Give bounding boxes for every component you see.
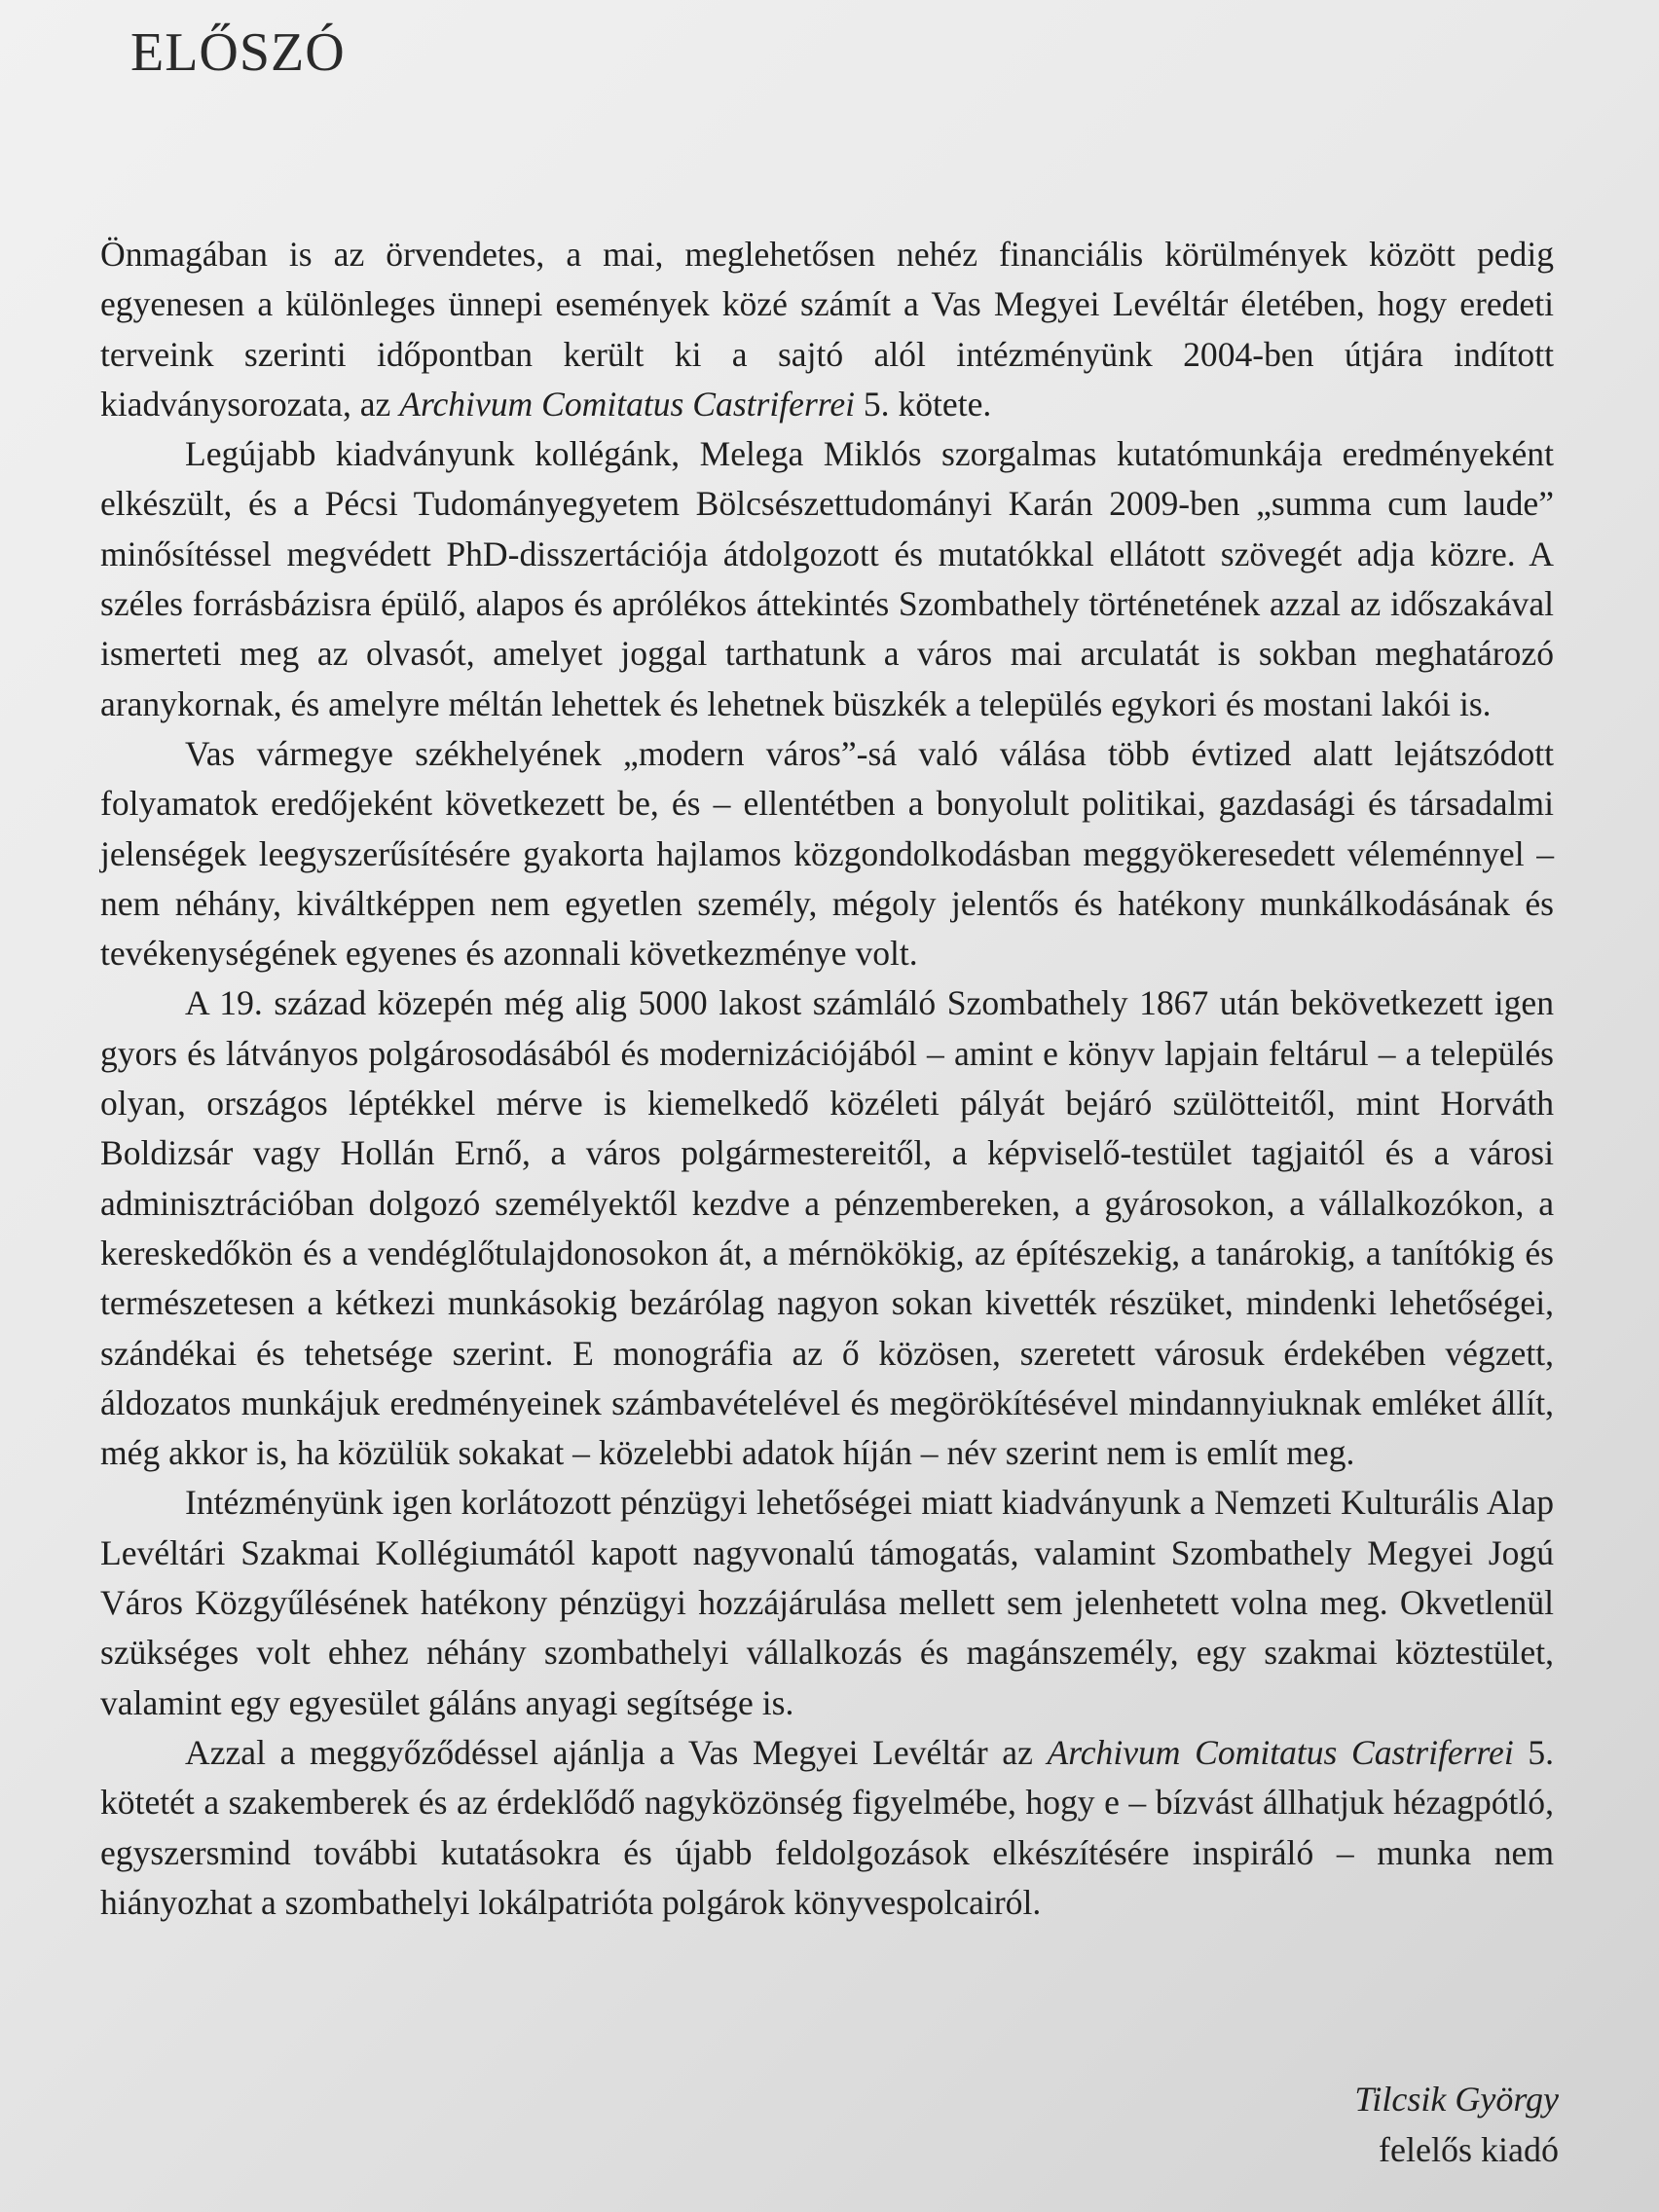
signature-role: felelős kiadó	[1379, 2130, 1559, 2169]
series-title-italic: Archivum Comitatus Castriferrei	[1047, 1732, 1514, 1772]
paragraph-3: Vas vármegye székhelyének „modern város”-sá való válása több évtized alatt lejátszódott folyamatok eredőjeként következett be, és – ellentétben a bonyolult politikai, gazdasági és társadalmi jelenségek leegyszerűsítésére gyakorta hajlamos közgondolkodásban meggyökeresedett véleménnyel – nem néhány, kiváltképpen nem egyetlen személy, mégoly jelentős és hatékony munkálkodásának és tevékenységének egyenes és azonnali következménye volt.	[100, 733, 1554, 974]
paragraph-1-text-end: 5. kötete.	[855, 384, 992, 424]
page-title: ELŐSZÓ	[130, 22, 346, 83]
paragraph-6-text: Azzal a meggyőződéssel ajánlja a Vas Megyei Levéltár az	[185, 1732, 1048, 1772]
paragraph-1	[100, 230, 1554, 429]
preface-body	[100, 230, 1554, 1928]
signature-block	[1354, 2074, 1559, 2175]
series-title-italic: Archivum Comitatus Castriferrei	[399, 384, 855, 424]
signature-name: Tilcsik György	[1354, 2080, 1559, 2119]
paragraph-5: Intézményünk igen korlátozott pénzügyi lehetőségei miatt kiadványunk a Nemzeti Kulturális Alap Levéltári Szakmai Kollégiumától kapott nagyvonalú támogatás, valamint Szombathely Megyei Jogú Város Közgyűlésének hatékony pénzügyi hozzájárulása mellett sem jelenhetett volna meg. Okvetlenül szükséges volt ehhez néhány szombathelyi vállalkozás és magánszemély, egy szakmai köztestület, valamint egy egyesület gáláns anyagi segítsége is.	[100, 1483, 1554, 1722]
paragraph-1-text: Önmagában is az örvendetes, a mai, meglehetősen nehéz financiális körülmények között pedig egyenesen a különleges ünnepi események közé számít a Vas Megyei Levéltár életében, hogy eredeti terveink szerinti időpontban került ki a sajtó alól intézményünk 2004-ben útjára indított kiadványsorozata, az	[100, 235, 1554, 424]
paragraph-4: A 19. század közepén még alig 5000 lakost számláló Szombathely 1867 után bekövetkezett igen gyors és látványos polgárosodásából és modernizációjából – amint e könyv lapjain feltárul – a település olyan, országos léptékkel mérve is kiemelkedő közéleti pályát bejáró szülötteitől, mint Horváth Boldizsár vagy Hollán Ernő, a város polgármestereitől, a képviselő-testület tagjaitól és a városi adminisztrációban dolgozó személyektől kezdve a pénzembereken, a gyárosokon, a vállalkozókon, a kereskedőkön és a vendéglőtulajdonosokon át, a mérnökökig, az építészekig, a tanárokig, a tanítókig és természetesen a kétkezi munkásokig bezárólag nagyon sokan kivették részüket, mindenki lehetőségei, szándékai és tehetsége szerint. E monográfia az ő közösen, szeretett városuk érdekében végzett, áldozatos munkájuk eredményeinek számbavételével és megörökítésével mindannyiuknak emléket állít, még akkor is, ha közülük sokakat – közelebbi adatok híján – név szerint nem is említ meg.	[100, 983, 1554, 1473]
paragraph-6	[100, 1728, 1554, 1928]
paragraph-2: Legújabb kiadványunk kollégánk, Melega Miklós szorgalmas kutatómunkája eredményeként elkészült, és a Pécsi Tudományegyetem Bölcsészettudományi Karán 2009-ben „summa cum laude” minősítéssel megvédett PhD-disszertációja átdolgozott és mutatókkal ellátott szövegét adja közre. A széles forrásbázisra épülő, alapos és aprólékos áttekintés Szombathely történetének azzal az időszakával ismerteti meg az olvasót, amelyet joggal tarthatunk a város mai arculatát is sokban meghatározó aranykornak, és amelyre méltán lehettek és lehetnek büszkék a település egykori és mostani lakói is.	[100, 434, 1554, 723]
paragraph-6-text-end: 5. kötetét a szakemberek és az érdeklődő nagyközönség figyelmébe, hogy e – bízvást állhatjuk hézagpótló, egyszersmind további kutatásokra és újabb feldolgozások elkészítésére inspiráló – munka nem hiányozhat a szombathelyi lokálpatrióta polgárok könyvespolcairól.	[100, 1732, 1555, 1922]
